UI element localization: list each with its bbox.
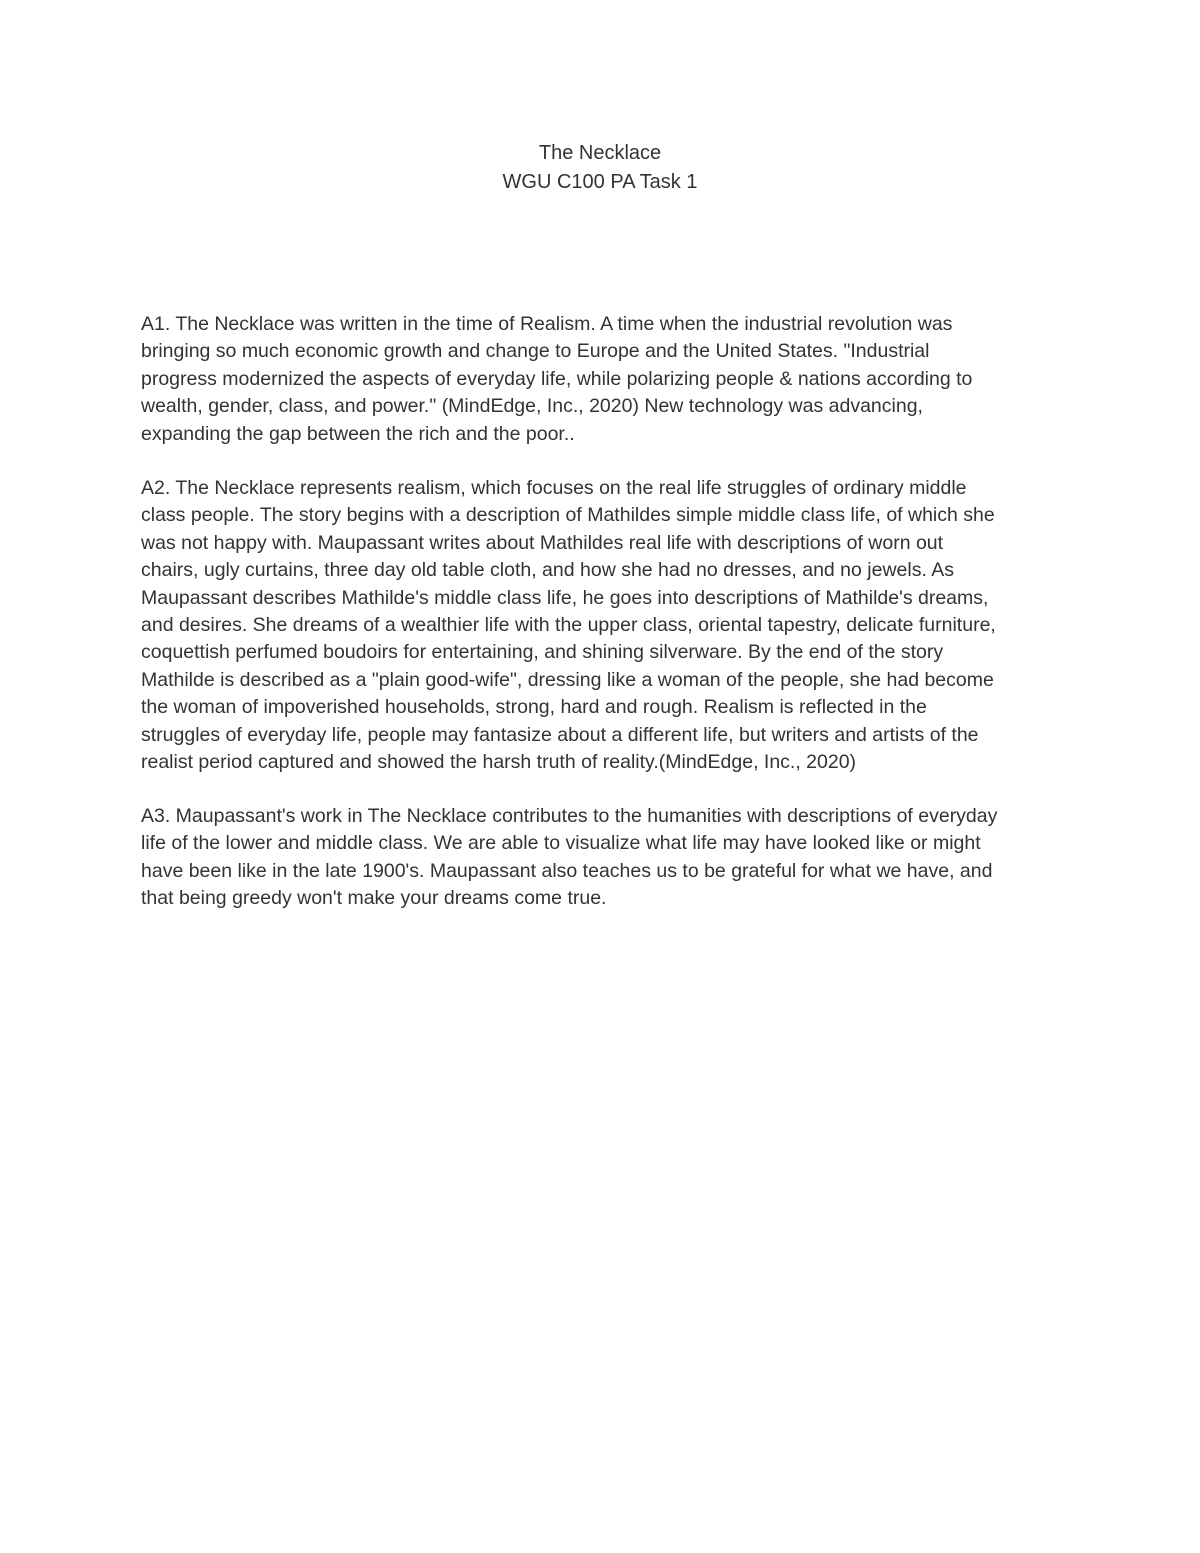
paragraph-line: have been like in the late 1900's. Maupassant also teaches us to be grateful for what we have, and bbox=[141, 859, 993, 882]
paragraph-line: class people. The story begins with a description of Mathildes simple middle class life, of which she bbox=[141, 504, 995, 527]
paragraph-line: wealth, gender, class, and power." (MindEdge, Inc., 2020) New technology was advancing, bbox=[141, 395, 923, 418]
paragraph-line: the woman of impoverished households, strong, hard and rough. Realism is reflected in the bbox=[141, 696, 927, 719]
paragraph-line: A1. The Necklace was written in the time of Realism. A time when the industrial revolution was bbox=[141, 313, 953, 335]
paragraph-line: Maupassant describes Mathilde's middle class life, he goes into descriptions of Mathilde's dreams, bbox=[141, 586, 989, 609]
paragraph-line: Mathilde is described as a "plain good-wife", dressing like a woman of the people, she had become bbox=[141, 668, 994, 691]
title-block bbox=[0, 139, 1200, 197]
paragraph-a3 bbox=[141, 803, 1061, 913]
paragraph-line: struggles of everyday life, people may fantasize about a different life, but writers and artists of the bbox=[141, 723, 979, 746]
paragraph-line: was not happy with. Maupassant writes about Mathildes real life with descriptions of worn out bbox=[141, 531, 944, 554]
paragraph-line: A2. The Necklace represents realism, which focuses on the real life struggles of ordinary middle bbox=[141, 477, 967, 499]
paragraph-line: and desires. She dreams of a wealthier life with the upper class, oriental tapestry, delicate furniture, bbox=[141, 614, 996, 637]
paragraph-line: that being greedy won't make your dreams come true. bbox=[141, 887, 607, 910]
document-title: The Necklace bbox=[538, 142, 662, 164]
paragraph-line: A3. Maupassant's work in The Necklace contributes to the humanities with descriptions of everyday bbox=[141, 805, 998, 827]
document-subtitle: WGU C100 PA Task 1 bbox=[502, 171, 698, 193]
paragraph-line: chairs, ugly curtains, three day old table cloth, and how she had no dresses, and no jewels. As bbox=[141, 559, 954, 582]
paragraph-line: bringing so much economic growth and change to Europe and the United States. "Industrial bbox=[141, 340, 930, 363]
paragraph-line: life of the lower and middle class. We are able to visualize what life may have looked like or might bbox=[141, 832, 981, 855]
paragraph-line: expanding the gap between the rich and the poor.. bbox=[141, 422, 575, 445]
paragraph-line: progress modernized the aspects of everyday life, while polarizing people & nations according to bbox=[141, 367, 973, 390]
paragraph-a2 bbox=[141, 475, 1061, 776]
paragraph-a1 bbox=[141, 311, 1061, 448]
paragraph-line: coquettish perfumed boudoirs for entertaining, and shining silverware. By the end of the story bbox=[141, 641, 944, 664]
paragraph-line: realist period captured and showed the harsh truth of reality.(MindEdge, Inc., 2020) bbox=[141, 751, 857, 774]
